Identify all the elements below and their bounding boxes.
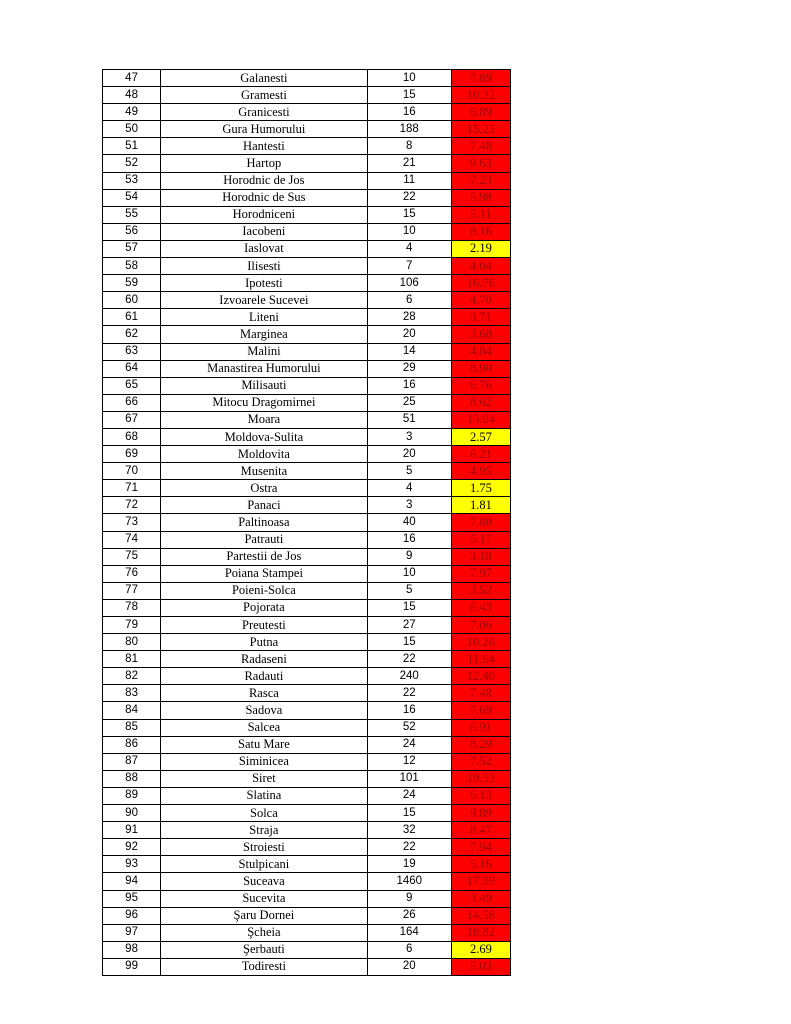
table-row bbox=[103, 70, 511, 87]
table-row bbox=[103, 138, 511, 155]
table-row bbox=[103, 941, 511, 958]
locality-name-cell: Hantesti bbox=[161, 138, 368, 155]
row-number-cell: 60 bbox=[103, 292, 161, 309]
case-count-cell: 16 bbox=[367, 377, 451, 394]
case-count-cell: 52 bbox=[367, 719, 451, 736]
case-count-cell: 20 bbox=[367, 326, 451, 343]
incidence-rate-cell: 7.80 bbox=[451, 514, 510, 531]
case-count-cell: 15 bbox=[367, 206, 451, 223]
incidence-rate-cell: 14.58 bbox=[451, 907, 510, 924]
incidence-rate-cell: 8.29 bbox=[451, 736, 510, 753]
table-row bbox=[103, 189, 511, 206]
incidence-rate-cell: 4.04 bbox=[451, 258, 510, 275]
table-row bbox=[103, 548, 511, 565]
table-row bbox=[103, 172, 511, 189]
row-number-cell: 94 bbox=[103, 873, 161, 890]
case-count-cell: 101 bbox=[367, 770, 451, 787]
incidence-rate-cell: 6.13 bbox=[451, 787, 510, 804]
row-number-cell: 51 bbox=[103, 138, 161, 155]
incidence-rate-cell: 4.95 bbox=[451, 463, 510, 480]
case-count-cell: 10 bbox=[367, 565, 451, 582]
table-row bbox=[103, 958, 511, 975]
case-count-cell: 4 bbox=[367, 480, 451, 497]
locality-name-cell: Preutesti bbox=[161, 617, 368, 634]
locality-name-cell: Şerbauti bbox=[161, 941, 368, 958]
table-row bbox=[103, 240, 511, 257]
table-row bbox=[103, 411, 511, 428]
table-row bbox=[103, 787, 511, 804]
case-count-cell: 19 bbox=[367, 856, 451, 873]
incidence-rate-cell: 6.21 bbox=[451, 446, 510, 463]
case-count-cell: 11 bbox=[367, 172, 451, 189]
row-number-cell: 95 bbox=[103, 890, 161, 907]
row-number-cell: 85 bbox=[103, 719, 161, 736]
incidence-rate-cell: 5.98 bbox=[451, 189, 510, 206]
case-count-cell: 14 bbox=[367, 343, 451, 360]
locality-name-cell: Putna bbox=[161, 634, 368, 651]
locality-name-cell: Paltinoasa bbox=[161, 514, 368, 531]
incidence-rate-cell: 19.53 bbox=[451, 770, 510, 787]
incidence-rate-cell: 18.82 bbox=[451, 924, 510, 941]
locality-name-cell: Horodnic de Jos bbox=[161, 172, 368, 189]
incidence-rate-cell: 2.69 bbox=[451, 941, 510, 958]
table-row bbox=[103, 822, 511, 839]
table-row bbox=[103, 634, 511, 651]
row-number-cell: 73 bbox=[103, 514, 161, 531]
locality-name-cell: Partestii de Jos bbox=[161, 548, 368, 565]
row-number-cell: 99 bbox=[103, 958, 161, 975]
incidence-rate-cell: 7.69 bbox=[451, 702, 510, 719]
case-count-cell: 22 bbox=[367, 685, 451, 702]
row-number-cell: 97 bbox=[103, 924, 161, 941]
row-number-cell: 69 bbox=[103, 446, 161, 463]
table-row bbox=[103, 924, 511, 941]
table-row bbox=[103, 685, 511, 702]
row-number-cell: 58 bbox=[103, 258, 161, 275]
row-number-cell: 52 bbox=[103, 155, 161, 172]
locality-name-cell: Liteni bbox=[161, 309, 368, 326]
case-count-cell: 24 bbox=[367, 787, 451, 804]
locality-name-cell: Solca bbox=[161, 805, 368, 822]
table-row bbox=[103, 428, 511, 445]
table-row bbox=[103, 480, 511, 497]
locality-name-cell: Sadova bbox=[161, 702, 368, 719]
case-count-cell: 6 bbox=[367, 941, 451, 958]
table-row bbox=[103, 890, 511, 907]
row-number-cell: 70 bbox=[103, 463, 161, 480]
locality-name-cell: Manastirea Humorului bbox=[161, 360, 368, 377]
case-count-cell: 8 bbox=[367, 138, 451, 155]
incidence-rate-cell: 5.16 bbox=[451, 856, 510, 873]
incidence-rate-cell: 11.64 bbox=[451, 651, 510, 668]
row-number-cell: 48 bbox=[103, 87, 161, 104]
incidence-rate-cell: 15.23 bbox=[451, 121, 510, 138]
case-count-cell: 3 bbox=[367, 428, 451, 445]
locality-name-cell: Radauti bbox=[161, 668, 368, 685]
incidence-rate-cell: 10.32 bbox=[451, 87, 510, 104]
table-row bbox=[103, 873, 511, 890]
row-number-cell: 93 bbox=[103, 856, 161, 873]
incidence-rate-cell: 3.49 bbox=[451, 890, 510, 907]
case-count-cell: 51 bbox=[367, 411, 451, 428]
row-number-cell: 56 bbox=[103, 223, 161, 240]
locality-name-cell: Milisauti bbox=[161, 377, 368, 394]
locality-name-cell: Poiana Stampei bbox=[161, 565, 368, 582]
table-row bbox=[103, 223, 511, 240]
table-row bbox=[103, 258, 511, 275]
case-count-cell: 29 bbox=[367, 360, 451, 377]
incidence-rate-cell: 7.52 bbox=[451, 753, 510, 770]
incidence-rate-cell: 8.47 bbox=[451, 822, 510, 839]
locality-name-cell: Iaslovat bbox=[161, 240, 368, 257]
row-number-cell: 72 bbox=[103, 497, 161, 514]
incidence-rate-cell: 9.63 bbox=[451, 155, 510, 172]
row-number-cell: 89 bbox=[103, 787, 161, 804]
table-row bbox=[103, 326, 511, 343]
table-row bbox=[103, 702, 511, 719]
table-row bbox=[103, 736, 511, 753]
table-row bbox=[103, 907, 511, 924]
locality-name-cell: Patrauti bbox=[161, 531, 368, 548]
incidence-rate-cell: 16.76 bbox=[451, 275, 510, 292]
case-count-cell: 4 bbox=[367, 240, 451, 257]
table-row bbox=[103, 719, 511, 736]
row-number-cell: 83 bbox=[103, 685, 161, 702]
table-row bbox=[103, 463, 511, 480]
case-count-cell: 20 bbox=[367, 958, 451, 975]
table-row bbox=[103, 531, 511, 548]
incidence-rate-cell: 7.23 bbox=[451, 172, 510, 189]
table-row bbox=[103, 155, 511, 172]
row-number-cell: 84 bbox=[103, 702, 161, 719]
incidence-rate-cell: 5.17 bbox=[451, 531, 510, 548]
case-count-cell: 5 bbox=[367, 582, 451, 599]
locality-name-cell: Sucevita bbox=[161, 890, 368, 907]
row-number-cell: 88 bbox=[103, 770, 161, 787]
table-row bbox=[103, 839, 511, 856]
locality-name-cell: Iacobeni bbox=[161, 223, 368, 240]
case-count-cell: 16 bbox=[367, 702, 451, 719]
locality-name-cell: Rasca bbox=[161, 685, 368, 702]
table-row bbox=[103, 360, 511, 377]
row-number-cell: 66 bbox=[103, 394, 161, 411]
locality-name-cell: Ipotesti bbox=[161, 275, 368, 292]
case-count-cell: 22 bbox=[367, 651, 451, 668]
table-row bbox=[103, 651, 511, 668]
locality-name-cell: Stulpicani bbox=[161, 856, 368, 873]
incidence-rate-cell: 6.76 bbox=[451, 377, 510, 394]
table-row bbox=[103, 104, 511, 121]
incidence-rate-cell: 3.52 bbox=[451, 582, 510, 599]
table-row bbox=[103, 121, 511, 138]
incidence-rate-cell: 7.48 bbox=[451, 138, 510, 155]
table-row bbox=[103, 497, 511, 514]
incidence-rate-cell: 2.57 bbox=[451, 428, 510, 445]
locality-name-cell: Ostra bbox=[161, 480, 368, 497]
case-count-cell: 21 bbox=[367, 155, 451, 172]
incidence-rate-cell: 12.40 bbox=[451, 668, 510, 685]
row-number-cell: 77 bbox=[103, 582, 161, 599]
locality-name-cell: Moara bbox=[161, 411, 368, 428]
row-number-cell: 78 bbox=[103, 599, 161, 616]
table-row bbox=[103, 309, 511, 326]
table-row bbox=[103, 377, 511, 394]
case-count-cell: 15 bbox=[367, 805, 451, 822]
row-number-cell: 50 bbox=[103, 121, 161, 138]
incidence-rate-cell: 3.71 bbox=[451, 309, 510, 326]
incidence-rate-cell: 13.04 bbox=[451, 411, 510, 428]
locality-name-cell: Radaseni bbox=[161, 651, 368, 668]
table-row bbox=[103, 206, 511, 223]
row-number-cell: 81 bbox=[103, 651, 161, 668]
case-count-cell: 20 bbox=[367, 446, 451, 463]
locality-name-cell: Izvoarele Sucevei bbox=[161, 292, 368, 309]
case-count-cell: 5 bbox=[367, 463, 451, 480]
case-count-cell: 22 bbox=[367, 839, 451, 856]
incidence-rate-cell: 17.89 bbox=[451, 873, 510, 890]
incidence-rate-cell: 6.91 bbox=[451, 719, 510, 736]
row-number-cell: 55 bbox=[103, 206, 161, 223]
row-number-cell: 79 bbox=[103, 617, 161, 634]
case-count-cell: 188 bbox=[367, 121, 451, 138]
table-row bbox=[103, 514, 511, 531]
case-count-cell: 15 bbox=[367, 634, 451, 651]
case-count-cell: 9 bbox=[367, 548, 451, 565]
case-count-cell: 9 bbox=[367, 890, 451, 907]
table-row bbox=[103, 446, 511, 463]
case-count-cell: 15 bbox=[367, 87, 451, 104]
locality-name-cell: Siret bbox=[161, 770, 368, 787]
case-count-cell: 32 bbox=[367, 822, 451, 839]
table-body bbox=[103, 70, 511, 976]
row-number-cell: 90 bbox=[103, 805, 161, 822]
case-count-cell: 106 bbox=[367, 275, 451, 292]
incidence-rate-cell: 3.68 bbox=[451, 326, 510, 343]
table-row bbox=[103, 87, 511, 104]
case-count-cell: 3 bbox=[367, 497, 451, 514]
case-count-cell: 26 bbox=[367, 907, 451, 924]
case-count-cell: 27 bbox=[367, 617, 451, 634]
incidence-rate-cell: 7.48 bbox=[451, 685, 510, 702]
incidence-rate-cell: 3.18 bbox=[451, 548, 510, 565]
table-row bbox=[103, 668, 511, 685]
table-row bbox=[103, 343, 511, 360]
locality-name-cell: Siminicea bbox=[161, 753, 368, 770]
locality-name-cell: Gura Humorului bbox=[161, 121, 368, 138]
incidence-rate-cell: 6.89 bbox=[451, 104, 510, 121]
row-number-cell: 87 bbox=[103, 753, 161, 770]
locality-name-cell: Straja bbox=[161, 822, 368, 839]
row-number-cell: 82 bbox=[103, 668, 161, 685]
incidence-rate-cell: 9.89 bbox=[451, 805, 510, 822]
table-row bbox=[103, 770, 511, 787]
row-number-cell: 63 bbox=[103, 343, 161, 360]
incidence-rate-cell: 5.11 bbox=[451, 206, 510, 223]
case-count-cell: 10 bbox=[367, 70, 451, 87]
locality-name-cell: Malini bbox=[161, 343, 368, 360]
case-count-cell: 16 bbox=[367, 531, 451, 548]
locality-name-cell: Moldova-Sulita bbox=[161, 428, 368, 445]
case-count-cell: 6 bbox=[367, 292, 451, 309]
incidence-rate-cell: 7.06 bbox=[451, 617, 510, 634]
case-count-cell: 22 bbox=[367, 189, 451, 206]
table-row bbox=[103, 582, 511, 599]
locality-name-cell: Horodniceni bbox=[161, 206, 368, 223]
table-row bbox=[103, 753, 511, 770]
row-number-cell: 62 bbox=[103, 326, 161, 343]
table-row bbox=[103, 856, 511, 873]
case-count-cell: 12 bbox=[367, 753, 451, 770]
row-number-cell: 96 bbox=[103, 907, 161, 924]
case-count-cell: 164 bbox=[367, 924, 451, 941]
row-number-cell: 53 bbox=[103, 172, 161, 189]
locality-name-cell: Slatina bbox=[161, 787, 368, 804]
incidence-rate-cell: 4.70 bbox=[451, 292, 510, 309]
case-count-cell: 1460 bbox=[367, 873, 451, 890]
table-row bbox=[103, 617, 511, 634]
row-number-cell: 74 bbox=[103, 531, 161, 548]
row-number-cell: 76 bbox=[103, 565, 161, 582]
locality-name-cell: Panaci bbox=[161, 497, 368, 514]
table-row bbox=[103, 599, 511, 616]
case-count-cell: 28 bbox=[367, 309, 451, 326]
incidence-rate-cell: 10.26 bbox=[451, 634, 510, 651]
row-number-cell: 57 bbox=[103, 240, 161, 257]
case-count-cell: 240 bbox=[367, 668, 451, 685]
row-number-cell: 68 bbox=[103, 428, 161, 445]
row-number-cell: 86 bbox=[103, 736, 161, 753]
incidence-rate-cell: 7.97 bbox=[451, 565, 510, 582]
incidence-rate-cell: 2.19 bbox=[451, 240, 510, 257]
locality-name-cell: Marginea bbox=[161, 326, 368, 343]
row-number-cell: 61 bbox=[103, 309, 161, 326]
table-row bbox=[103, 394, 511, 411]
locality-name-cell: Pojorata bbox=[161, 599, 368, 616]
row-number-cell: 67 bbox=[103, 411, 161, 428]
table-row bbox=[103, 275, 511, 292]
locality-name-cell: Ilisesti bbox=[161, 258, 368, 275]
row-number-cell: 47 bbox=[103, 70, 161, 87]
row-number-cell: 65 bbox=[103, 377, 161, 394]
incidence-rate-cell: 8.16 bbox=[451, 223, 510, 240]
incidence-rate-cell: 8.62 bbox=[451, 394, 510, 411]
row-number-cell: 92 bbox=[103, 839, 161, 856]
locality-name-cell: Stroiesti bbox=[161, 839, 368, 856]
row-number-cell: 49 bbox=[103, 104, 161, 121]
row-number-cell: 54 bbox=[103, 189, 161, 206]
locality-name-cell: Şcheia bbox=[161, 924, 368, 941]
row-number-cell: 64 bbox=[103, 360, 161, 377]
case-count-cell: 24 bbox=[367, 736, 451, 753]
row-number-cell: 91 bbox=[103, 822, 161, 839]
incidence-rate-cell: 1.75 bbox=[451, 480, 510, 497]
row-number-cell: 80 bbox=[103, 634, 161, 651]
incidence-rate-cell: 7.94 bbox=[451, 839, 510, 856]
locality-name-cell: Mitocu Dragomirnei bbox=[161, 394, 368, 411]
locality-name-cell: Gramesti bbox=[161, 87, 368, 104]
row-number-cell: 59 bbox=[103, 275, 161, 292]
locality-name-cell: Horodnic de Sus bbox=[161, 189, 368, 206]
table-row bbox=[103, 292, 511, 309]
locality-name-cell: Satu Mare bbox=[161, 736, 368, 753]
case-count-cell: 40 bbox=[367, 514, 451, 531]
case-count-cell: 16 bbox=[367, 104, 451, 121]
locality-name-cell: Galanesti bbox=[161, 70, 368, 87]
row-number-cell: 75 bbox=[103, 548, 161, 565]
locality-name-cell: Şaru Dornei bbox=[161, 907, 368, 924]
locality-name-cell: Todiresti bbox=[161, 958, 368, 975]
case-count-cell: 7 bbox=[367, 258, 451, 275]
case-count-cell: 15 bbox=[367, 599, 451, 616]
data-table bbox=[102, 69, 511, 976]
case-count-cell: 25 bbox=[367, 394, 451, 411]
locality-name-cell: Poieni-Solca bbox=[161, 582, 368, 599]
incidence-rate-cell: 4.84 bbox=[451, 343, 510, 360]
locality-name-cell: Salcea bbox=[161, 719, 368, 736]
table-row bbox=[103, 805, 511, 822]
incidence-rate-cell: 6.43 bbox=[451, 599, 510, 616]
locality-name-cell: Moldovita bbox=[161, 446, 368, 463]
locality-name-cell: Suceava bbox=[161, 873, 368, 890]
incidence-rate-cell: 7.89 bbox=[451, 70, 510, 87]
row-number-cell: 98 bbox=[103, 941, 161, 958]
incidence-rate-cell: 1.81 bbox=[451, 497, 510, 514]
table-row bbox=[103, 565, 511, 582]
row-number-cell: 71 bbox=[103, 480, 161, 497]
case-count-cell: 10 bbox=[367, 223, 451, 240]
locality-name-cell: Granicesti bbox=[161, 104, 368, 121]
incidence-rate-cell: 8.90 bbox=[451, 360, 510, 377]
locality-name-cell: Musenita bbox=[161, 463, 368, 480]
locality-name-cell: Hartop bbox=[161, 155, 368, 172]
incidence-rate-cell: 5.03 bbox=[451, 958, 510, 975]
